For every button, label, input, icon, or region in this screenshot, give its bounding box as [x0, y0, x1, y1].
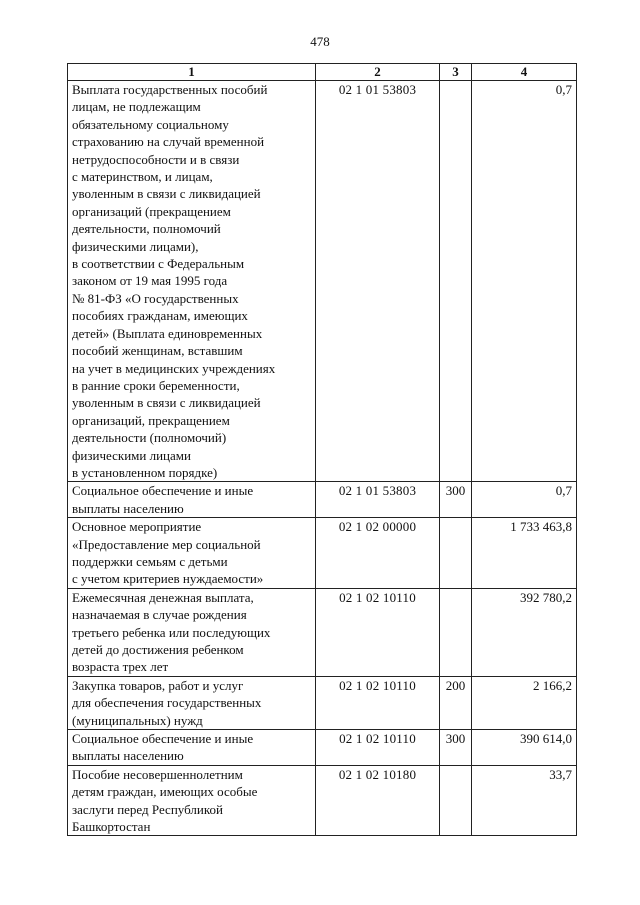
row-name-line: Закупка товаров, работ и услуг — [72, 677, 244, 693]
row-type-cell — [440, 518, 472, 589]
table-row — [68, 588, 577, 676]
column-header-2: 2 — [316, 64, 440, 81]
row-name-line: физическими лицами), — [72, 238, 199, 254]
row-amount-cell: 390 614,0 — [472, 730, 577, 766]
row-name-line: на учет в медицинских учреждениях — [72, 360, 276, 376]
row-name-line: физическими лицами — [72, 447, 191, 463]
table-row — [68, 81, 577, 482]
row-name-line: детям граждан, имеющих особые — [72, 784, 258, 800]
row-name-cell — [68, 765, 316, 836]
page-number: 478 — [310, 34, 330, 49]
row-type-cell — [440, 81, 472, 482]
row-name-line: выплаты населению — [72, 748, 184, 764]
row-amount-cell: 392 780,2 — [472, 588, 577, 676]
row-amount-cell: 2 166,2 — [472, 676, 577, 729]
table-body — [68, 81, 577, 836]
row-name-line: с учетом критериев нуждаемости» — [72, 571, 264, 587]
row-name-line: Башкортостан — [72, 819, 151, 835]
row-name-line: пособий женщинам, вставшим — [72, 343, 243, 359]
row-type-cell: 200 — [440, 676, 472, 729]
row-amount-cell: 33,7 — [472, 765, 577, 836]
row-type-cell: 300 — [440, 482, 472, 518]
row-name-line: нетрудоспособности и в связи — [72, 151, 240, 167]
table-row — [68, 765, 577, 836]
row-code-cell: 02 1 02 10110 — [316, 676, 440, 729]
row-name-line: обязательному социальному — [72, 116, 229, 132]
row-type-cell — [440, 588, 472, 676]
column-header-4: 4 — [472, 64, 577, 81]
row-name-cell — [68, 588, 316, 676]
table-row — [68, 676, 577, 729]
table-row — [68, 730, 577, 766]
row-name-line: Основное мероприятие — [72, 519, 202, 535]
row-type-cell: 300 — [440, 730, 472, 766]
row-code-cell: 02 1 02 00000 — [316, 518, 440, 589]
budget-table — [67, 63, 577, 836]
row-name-line: в установленном порядке) — [72, 464, 218, 480]
row-code-cell: 02 1 02 10110 — [316, 588, 440, 676]
row-name-line: уволенным в связи с ликвидацией — [72, 186, 261, 202]
row-name-cell — [68, 81, 316, 482]
column-header-1: 1 — [68, 64, 316, 81]
row-name-cell — [68, 482, 316, 518]
row-name-line: с материнством, и лицам, — [72, 169, 213, 185]
row-name-cell — [68, 518, 316, 589]
row-name-line: страхованию на случай временной — [72, 134, 265, 150]
row-name-line: законом от 19 мая 1995 года — [72, 273, 228, 289]
row-name-line: № 81-ФЗ «О государственных — [72, 290, 239, 306]
row-name-line: для обеспечения государственных — [72, 695, 262, 711]
row-code-cell: 02 1 02 10180 — [316, 765, 440, 836]
row-name-line: Ежемесячная денежная выплата, — [72, 589, 254, 605]
row-code-cell: 02 1 02 10110 — [316, 730, 440, 766]
column-header-3: 3 — [440, 64, 472, 81]
row-name-line: организаций (прекращением — [72, 203, 231, 219]
row-name-line: детей до достижения ребенком — [72, 642, 244, 657]
row-name-line: третьего ребенка или последующих — [72, 624, 271, 640]
row-code-cell: 02 1 01 53803 — [316, 81, 440, 482]
row-name-line: Выплата государственных пособий — [72, 82, 268, 97]
row-name-line: возраста трех лет — [72, 659, 169, 675]
row-name-line: поддержки семьям с детьми — [72, 553, 228, 569]
row-name-line: лицам, не подлежащим — [72, 99, 201, 115]
table-row — [68, 518, 577, 589]
row-amount-cell: 0,7 — [472, 482, 577, 518]
row-name-line: уволенным в связи с ликвидацией — [72, 395, 261, 411]
row-name-line: организаций, прекращением — [72, 412, 230, 428]
row-name-line: деятельности, полномочий — [72, 221, 221, 237]
row-type-cell — [440, 765, 472, 836]
row-name-line: в соответствии с Федеральным — [72, 256, 245, 272]
row-code-cell: 02 1 01 53803 — [316, 482, 440, 518]
row-name-line: детей» (Выплата единовременных — [72, 325, 263, 341]
row-name-line: Социальное обеспечение и иные — [72, 731, 254, 747]
row-name-line: пособиях гражданам, имеющих — [72, 308, 248, 324]
row-name-line: заслуги перед Республикой — [72, 801, 223, 817]
row-name-line: в ранние сроки беременности, — [72, 377, 240, 393]
row-name-line: «Предоставление мер социальной — [72, 536, 261, 552]
row-amount-cell: 0,7 — [472, 81, 577, 482]
row-name-cell — [68, 676, 316, 729]
row-name-cell — [68, 730, 316, 766]
table-row — [68, 482, 577, 518]
row-name-line: (муниципальных) нужд — [72, 712, 203, 728]
row-amount-cell: 1 733 463,8 — [472, 518, 577, 589]
row-name-line: выплаты населению — [72, 500, 184, 516]
row-name-line: назначаемая в случае рождения — [72, 607, 247, 623]
table-header-row — [68, 64, 577, 81]
row-name-line: деятельности (полномочий) — [72, 430, 227, 446]
row-name-line: Пособие несовершеннолетним — [72, 766, 243, 782]
row-name-line: Социальное обеспечение и иные — [72, 483, 254, 499]
